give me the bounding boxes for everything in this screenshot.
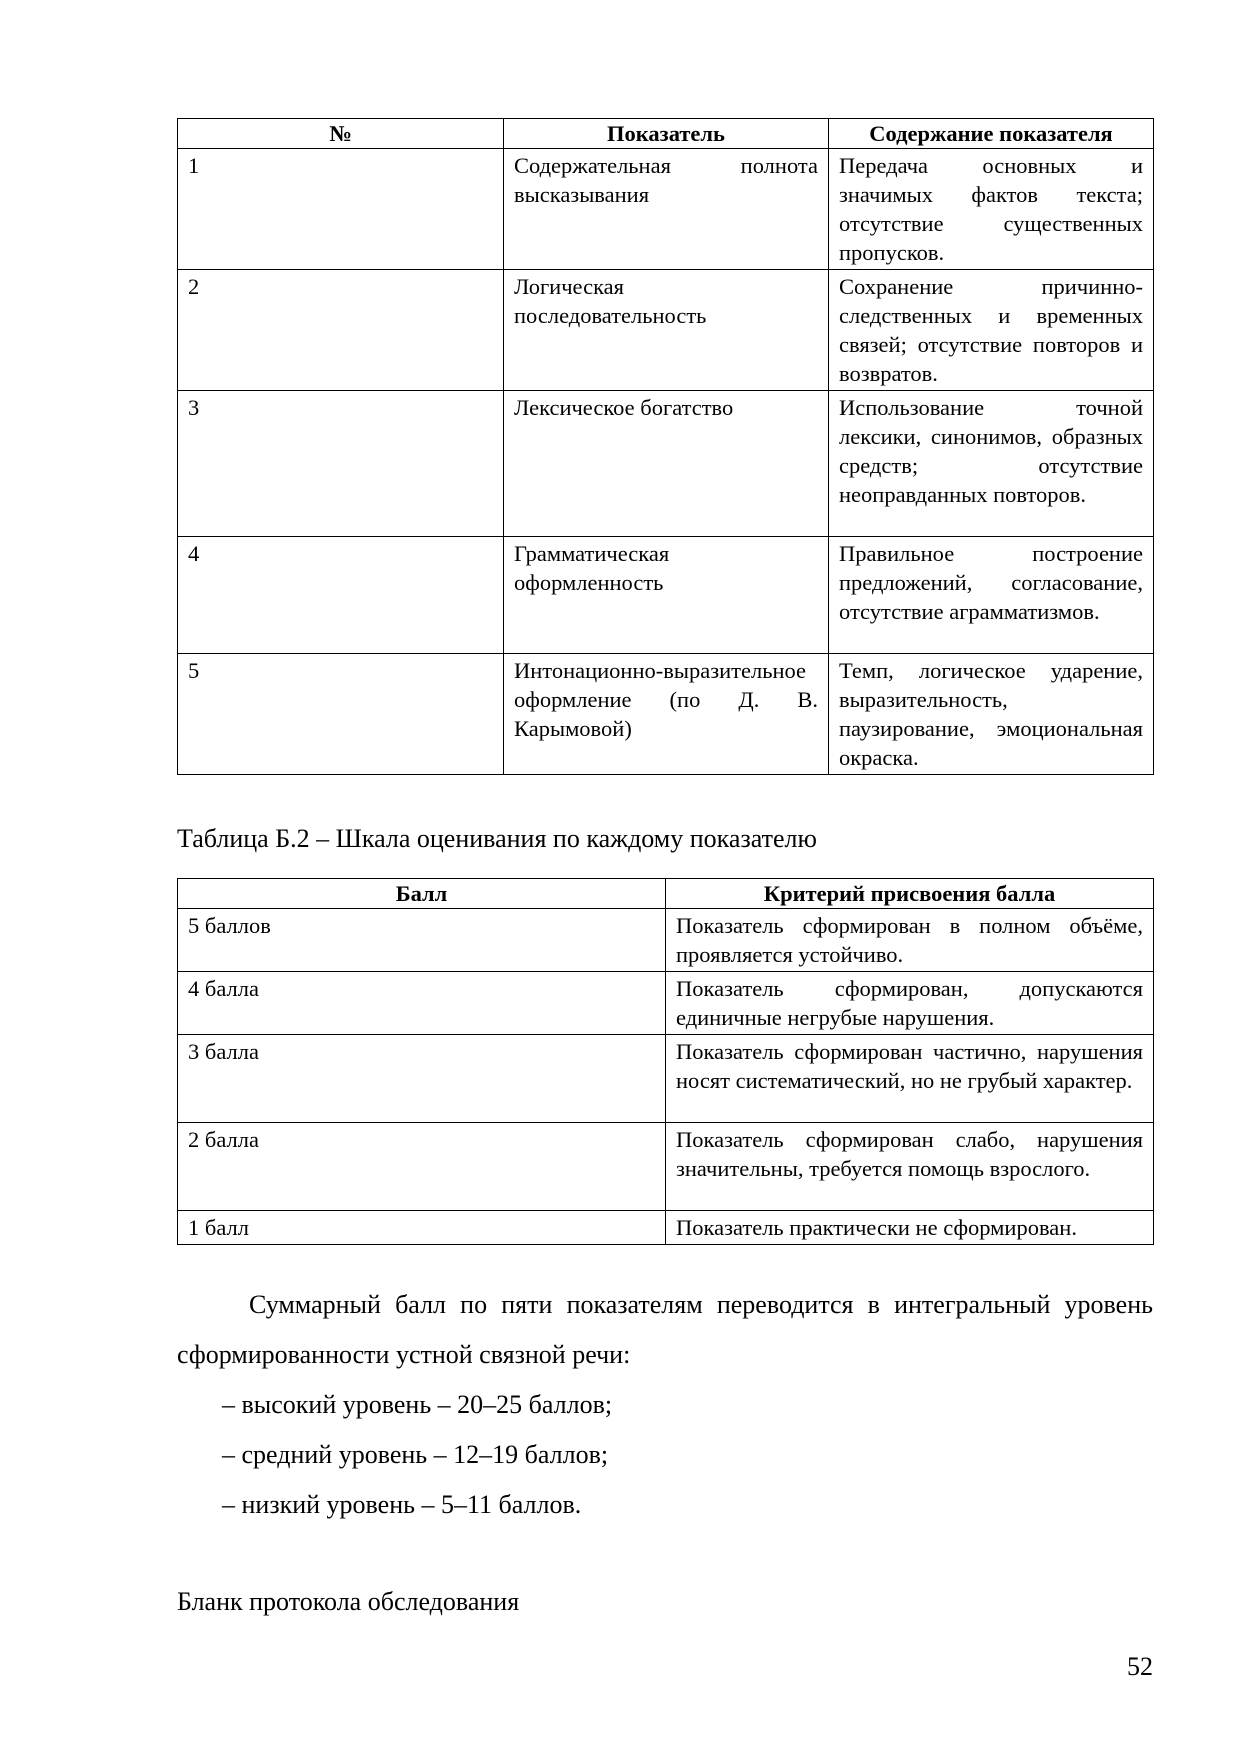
row-number: 5 bbox=[178, 654, 504, 775]
list-item: – высокий уровень – 20–25 баллов; bbox=[222, 1390, 613, 1419]
header-criterion: Критерий присвоения балла bbox=[666, 879, 1154, 909]
row-number: 4 bbox=[178, 537, 504, 654]
row-score: 1 балл bbox=[178, 1211, 666, 1245]
table-row bbox=[178, 149, 1154, 270]
table-row bbox=[178, 1035, 1154, 1123]
row-indicator: Интонационно-выразительное оформление (по Д. В. Карымовой) bbox=[504, 654, 829, 775]
row-indicator: Лексическое богатство bbox=[504, 391, 829, 537]
row-criterion: Показатель сформирован, допускаются единичные негрубые нарушения. bbox=[666, 972, 1154, 1035]
header-content: Содержание показателя bbox=[829, 119, 1154, 149]
indicators-table-wrap bbox=[177, 118, 1153, 775]
row-number: 3 bbox=[178, 391, 504, 537]
row-content: Передача основных и значимых фактов текста; отсутствие существенных пропусков. bbox=[829, 149, 1154, 270]
table-row bbox=[178, 909, 1154, 972]
row-content: Использование точной лексики, синонимов, образных средств; отсутствие неоправданных повторов. bbox=[829, 391, 1154, 537]
summary-text: Суммарный балл по пяти показателям переводится в интегральный уровень сформированности устной связной речи: bbox=[177, 1290, 1153, 1369]
row-indicator: Содержательная полнота высказывания bbox=[504, 149, 829, 270]
table-header-row bbox=[178, 879, 1154, 909]
row-criterion: Показатель практически не сформирован. bbox=[666, 1211, 1154, 1245]
table-header-row bbox=[178, 119, 1154, 149]
row-criterion: Показатель сформирован частично, нарушения носят систематический, но не грубый характер. bbox=[666, 1035, 1154, 1123]
summary-paragraph bbox=[177, 1280, 1153, 1380]
header-number: № bbox=[178, 119, 504, 149]
row-content: Темп, логическое ударение, выразительность, паузирование, эмоциональная окраска. bbox=[829, 654, 1154, 775]
row-indicator: Логическая последовательность bbox=[504, 270, 829, 391]
row-score: 4 балла bbox=[178, 972, 666, 1035]
row-number: 2 bbox=[178, 270, 504, 391]
table-row bbox=[178, 391, 1154, 537]
row-number: 1 bbox=[178, 149, 504, 270]
indicators-table bbox=[177, 118, 1154, 775]
table-row bbox=[178, 1211, 1154, 1245]
table-row bbox=[178, 537, 1154, 654]
table-caption: Таблица Б.2 – Шкала оценивания по каждому показателю bbox=[177, 824, 817, 853]
row-indicator: Грамматическая оформленность bbox=[504, 537, 829, 654]
row-content: Сохранение причинно-следственных и временных связей; отсутствие повторов и возвратов. bbox=[829, 270, 1154, 391]
page-number: 52 bbox=[1127, 1652, 1153, 1681]
row-score: 5 баллов bbox=[178, 909, 666, 972]
section-heading: Бланк протокола обследования bbox=[177, 1587, 520, 1616]
table-row bbox=[178, 270, 1154, 391]
header-indicator: Показатель bbox=[504, 119, 829, 149]
scores-table bbox=[177, 878, 1154, 1245]
table-row bbox=[178, 1123, 1154, 1211]
row-score: 3 балла bbox=[178, 1035, 666, 1123]
row-criterion: Показатель сформирован в полном объёме, проявляется устойчиво. bbox=[666, 909, 1154, 972]
header-score: Балл bbox=[178, 879, 666, 909]
list-item: – низкий уровень – 5–11 баллов. bbox=[222, 1490, 582, 1519]
levels-list bbox=[222, 1380, 612, 1530]
table-row bbox=[178, 972, 1154, 1035]
row-criterion: Показатель сформирован слабо, нарушения значительны, требуется помощь взрослого. bbox=[666, 1123, 1154, 1211]
row-score: 2 балла bbox=[178, 1123, 666, 1211]
list-item: – средний уровень – 12–19 баллов; bbox=[222, 1440, 609, 1469]
scores-table-wrap bbox=[177, 878, 1153, 1245]
row-content: Правильное построение предложений, согласование, отсутствие аграмматизмов. bbox=[829, 537, 1154, 654]
table-row bbox=[178, 654, 1154, 775]
